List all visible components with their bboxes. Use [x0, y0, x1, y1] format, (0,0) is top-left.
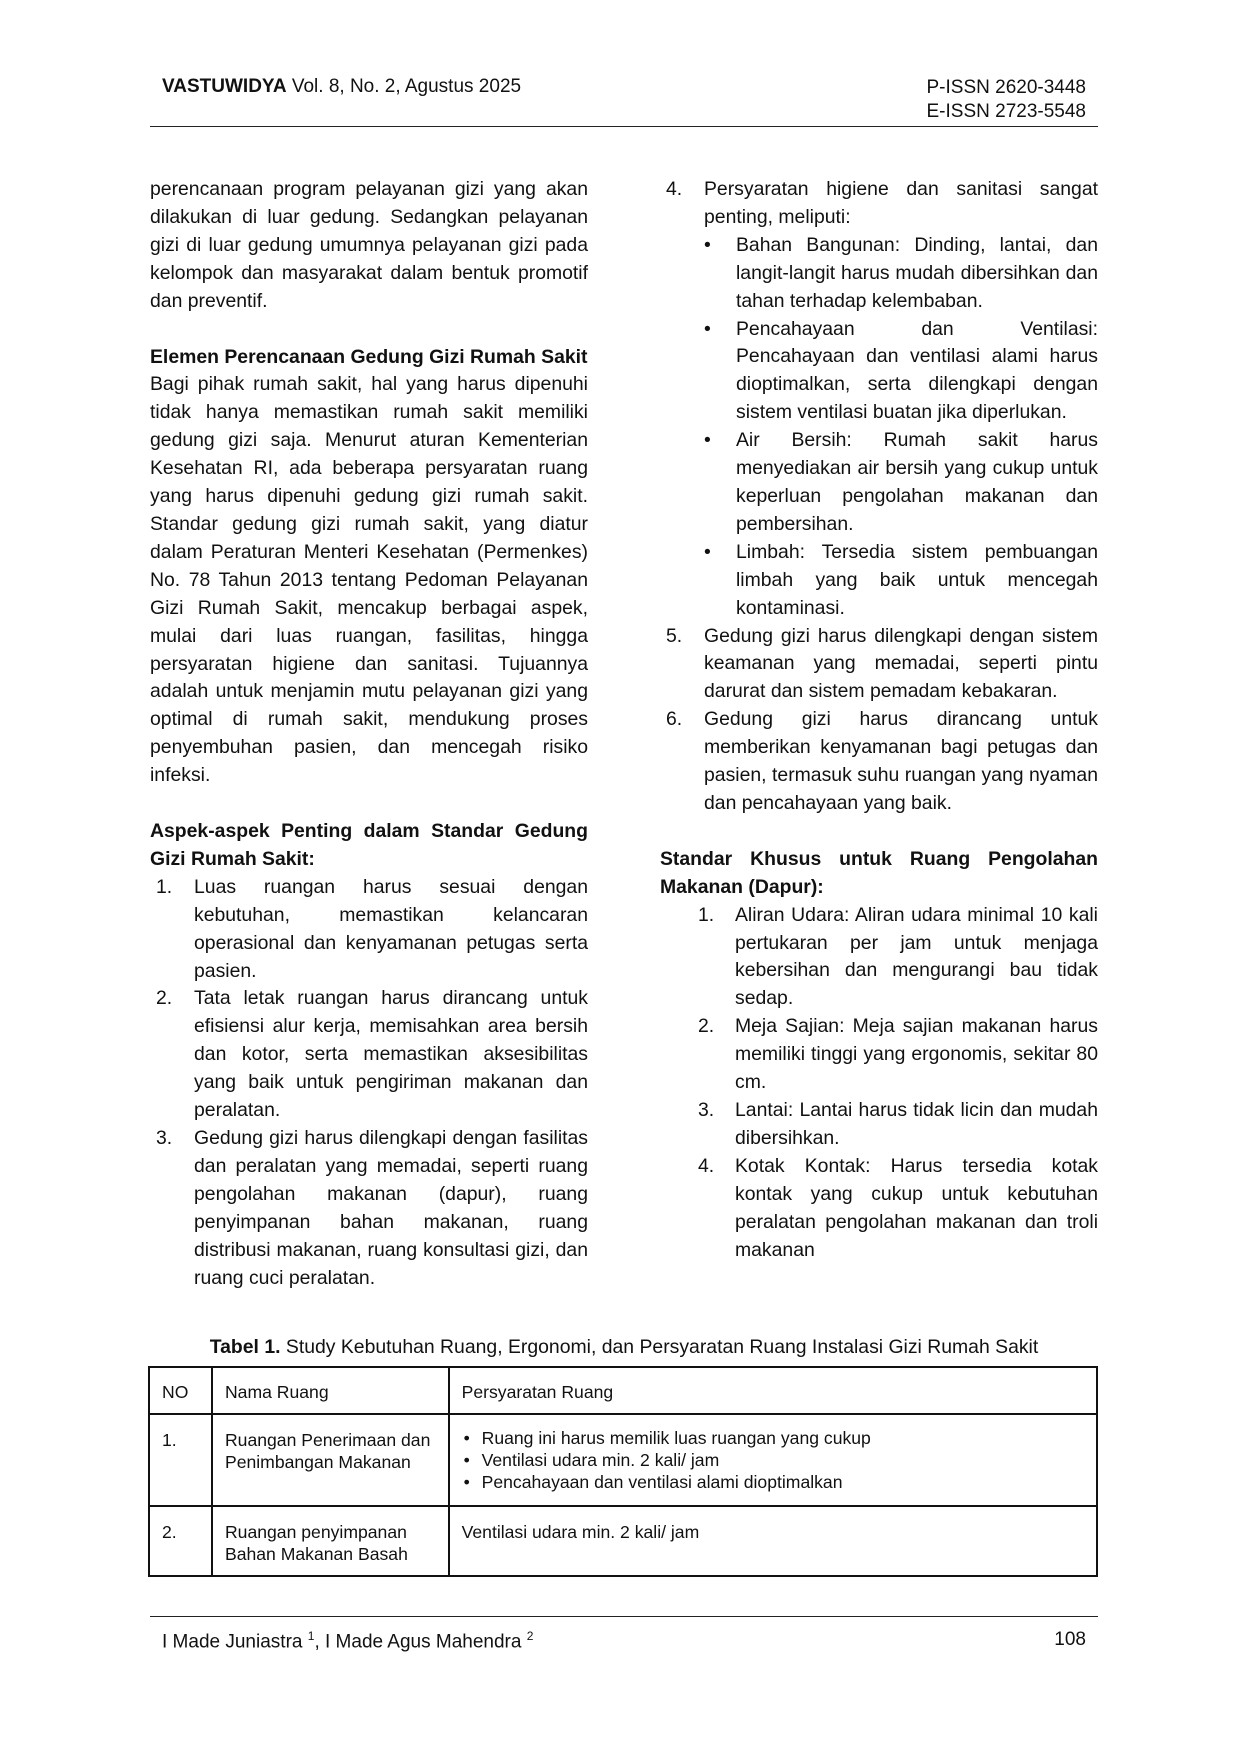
bullet-item: • Pencahayaan dan ventilasi alami dioptimalkan — [462, 1471, 1084, 1493]
list-number: 3. — [698, 1099, 715, 1121]
journal-name: VASTUWIDYA — [162, 76, 287, 97]
list-text: Kotak Kontak: Harus tersedia kotak kontak yang cukup untuk kebutuhan peralatan pengolahan makanan dan troli makanan — [735, 1154, 1098, 1261]
bullet-item: • Ventilasi udara min. 2 kali/ jam — [462, 1449, 1084, 1471]
table-header-nama-ruang: Nama Ruang — [212, 1367, 449, 1414]
e-issn: E-ISSN 2723-5548 — [926, 101, 1086, 122]
table-header-row — [149, 1367, 1097, 1414]
section-heading-aspek: Aspek-aspek Penting dalam Standar Gedung Gizi Rumah Sakit: — [150, 820, 588, 870]
bullet-item: • Air Bersih: Rumah sakit harus menyediakan air bersih yang cukup untuk keperluan pengolahan makanan dan pembersihan. — [704, 427, 1098, 539]
list-text: Gedung gizi harus dilengkapi dengan sistem keamanan yang memadai, seperti pintu darurat dan sistem pemadam kebakaran. — [704, 624, 1098, 703]
table-cell-no: 2. — [149, 1506, 212, 1576]
journal-title — [162, 76, 521, 98]
list-text: Meja Sajian: Meja sajian makanan harus memiliki tinggi yang ergonomis, sekitar 80 cm. — [735, 1015, 1098, 1094]
p-issn: P-ISSN 2620-3448 — [926, 77, 1086, 98]
list-number: 3. — [156, 1127, 173, 1149]
list-number: 5. — [666, 624, 683, 647]
list-item — [660, 623, 1098, 707]
list-item — [150, 985, 588, 1125]
requirements-bullet-list — [462, 1427, 1084, 1493]
page-footer — [150, 1616, 1098, 1653]
journal-issue: Vol. 8, No. 2, Agustus 2025 — [286, 76, 522, 97]
table-caption-text: Study Kebutuhan Ruang, Ergonomi, dan Persyaratan Ruang Instalasi Gizi Rumah Sakit — [280, 1336, 1039, 1358]
list-item — [660, 1153, 1098, 1265]
author-1: I Made Juniastra — [162, 1631, 308, 1653]
table-cell-no: 1. — [149, 1414, 212, 1506]
list-text: Gedung gizi harus dilengkapi dengan fasilitas dan peralatan yang memadai, seperti ruang pengolahan makanan (dapur), ruang penyimpanan bahan makanan, ruang distribusi makanan, ruang konsultasi gizi, dan ruang cuci peralatan. — [194, 1127, 588, 1289]
list-item — [150, 1125, 588, 1292]
requirements-table — [148, 1366, 1098, 1577]
list-number: 2. — [156, 987, 173, 1010]
table-cell-requirements: Ventilasi udara min. 2 kali/ jam — [449, 1506, 1097, 1576]
table-row — [149, 1414, 1097, 1506]
list-item — [660, 706, 1098, 818]
aspect-list-continued — [660, 176, 1098, 818]
list-item — [660, 902, 1098, 1014]
list-text: Persyaratan higiene dan sanitasi sangat penting, meliputi: — [704, 178, 1098, 228]
list-number: 4. — [666, 178, 683, 200]
issn-block — [927, 76, 1087, 124]
table-header-no: NO — [149, 1367, 212, 1414]
list-text: Gedung gizi harus dirancang untuk memberikan kenyamanan bagi petugas dan pasien, termasuk suhu ruangan yang nyaman dan pencahayaan yang baik. — [704, 708, 1098, 814]
list-number: 1. — [698, 903, 715, 926]
bullet-item: • Bahan Bangunan: Dinding, lantai, dan langit-langit harus mudah dibersihkan dan tahan terhadap kelembaban. — [704, 232, 1098, 316]
left-column — [150, 176, 588, 1292]
list-text: Tata letak ruangan harus dirancang untuk efisiensi alur kerja, memisahkan area bersih dan kotor, serta memastikan aksesibilitas yang baik untuk pengiriman makanan dan peralatan. — [194, 987, 588, 1122]
table-header-persyaratan: Persyaratan Ruang — [449, 1367, 1097, 1414]
table-cell-requirements — [449, 1414, 1097, 1506]
table-row — [149, 1506, 1097, 1576]
authors — [162, 1629, 533, 1653]
author-2: , I Made Agus Mahendra — [314, 1631, 527, 1653]
table-cell-name: Ruangan penyimpanan Bahan Makanan Basah — [212, 1506, 449, 1576]
list-item — [660, 1097, 1098, 1153]
right-column — [660, 176, 1098, 1264]
list-text: Aliran Udara: Aliran udara minimal 10 kali pertukaran per jam untuk menjaga kebersihan dan mengurangi bau tidak sedap. — [735, 903, 1098, 1010]
list-text: Lantai: Lantai harus tidak licin dan mudah dibersihkan. — [735, 1099, 1098, 1149]
affiliation-1: 1 — [307, 1629, 315, 1643]
aspect-list — [150, 874, 588, 1293]
bullet-item: • Ruang ini harus memilik luas ruangan yang cukup — [462, 1427, 1084, 1449]
list-item — [150, 874, 588, 986]
affiliation-2: 2 — [526, 1629, 534, 1643]
list-item — [660, 1013, 1098, 1097]
list-number: 1. — [156, 875, 173, 898]
list-number: 6. — [666, 708, 683, 731]
table-caption — [150, 1336, 1098, 1359]
list-number: 2. — [698, 1015, 715, 1038]
page-number: 108 — [1054, 1629, 1086, 1650]
hygiene-bullet-list — [704, 232, 1098, 623]
bullet-item: • Pencahayaan dan Ventilasi: Pencahayaan dan ventilasi alami harus dioptimalkan, serta dilengkapi dengan sistem ventilasi buatan jika diperlukan. — [704, 316, 1098, 428]
page-header — [150, 76, 1098, 127]
table-cell-name: Ruangan Penerimaan dan Penimbangan Makanan — [212, 1414, 449, 1506]
section-heading-elemen: Elemen Perencanaan Gedung Gizi Rumah Sakit — [150, 345, 588, 368]
bullet-item: • Limbah: Tersedia sistem pembuangan limbah yang baik untuk mencegah kontaminasi. — [704, 539, 1098, 623]
kitchen-list — [660, 902, 1098, 1265]
list-text: Luas ruangan harus sesuai dengan kebutuhan, memastikan kelancaran operasional dan kenyamanan petugas serta pasien. — [194, 875, 588, 982]
list-item — [660, 176, 1098, 623]
list-number: 4. — [698, 1154, 715, 1177]
intro-paragraph: perencanaan program pelayanan gizi yang akan dilakukan di luar gedung. Sedangkan pelayanan gizi di luar gedung umumnya pelayanan gizi pada kelompok dan masyarakat dalam bentuk promotif dan preventif. — [150, 178, 588, 312]
section-heading-dapur: Standar Khusus untuk Ruang Pengolahan Makanan (Dapur): — [660, 847, 1098, 898]
table-caption-label: Tabel 1. — [209, 1336, 281, 1358]
section-body-elemen: Bagi pihak rumah sakit, hal yang harus dipenuhi tidak hanya memastikan rumah sakit memiliki gedung gizi saja. Menurut aturan Kementerian Kesehatan RI, ada beberapa persyaratan ruang yang harus dipenuhi gedung gizi rumah sakit. Standar gedung gizi rumah sakit, yang diatur dalam Peraturan Menteri Kesehatan (Permenkes) No. 78 Tahun 2013 tentang Pedoman Pelayanan Gizi Rumah Sakit, mencakup berbagai aspek, mulai dari luas ruangan, fasilitas, hingga persyaratan higiene dan sanitasi. Tujuannya adalah untuk menjamin mutu pelayanan gizi yang optimal di rumah sakit, mendukung proses penyembuhan pasien, dan mencegah risiko infeksi. — [150, 373, 588, 787]
